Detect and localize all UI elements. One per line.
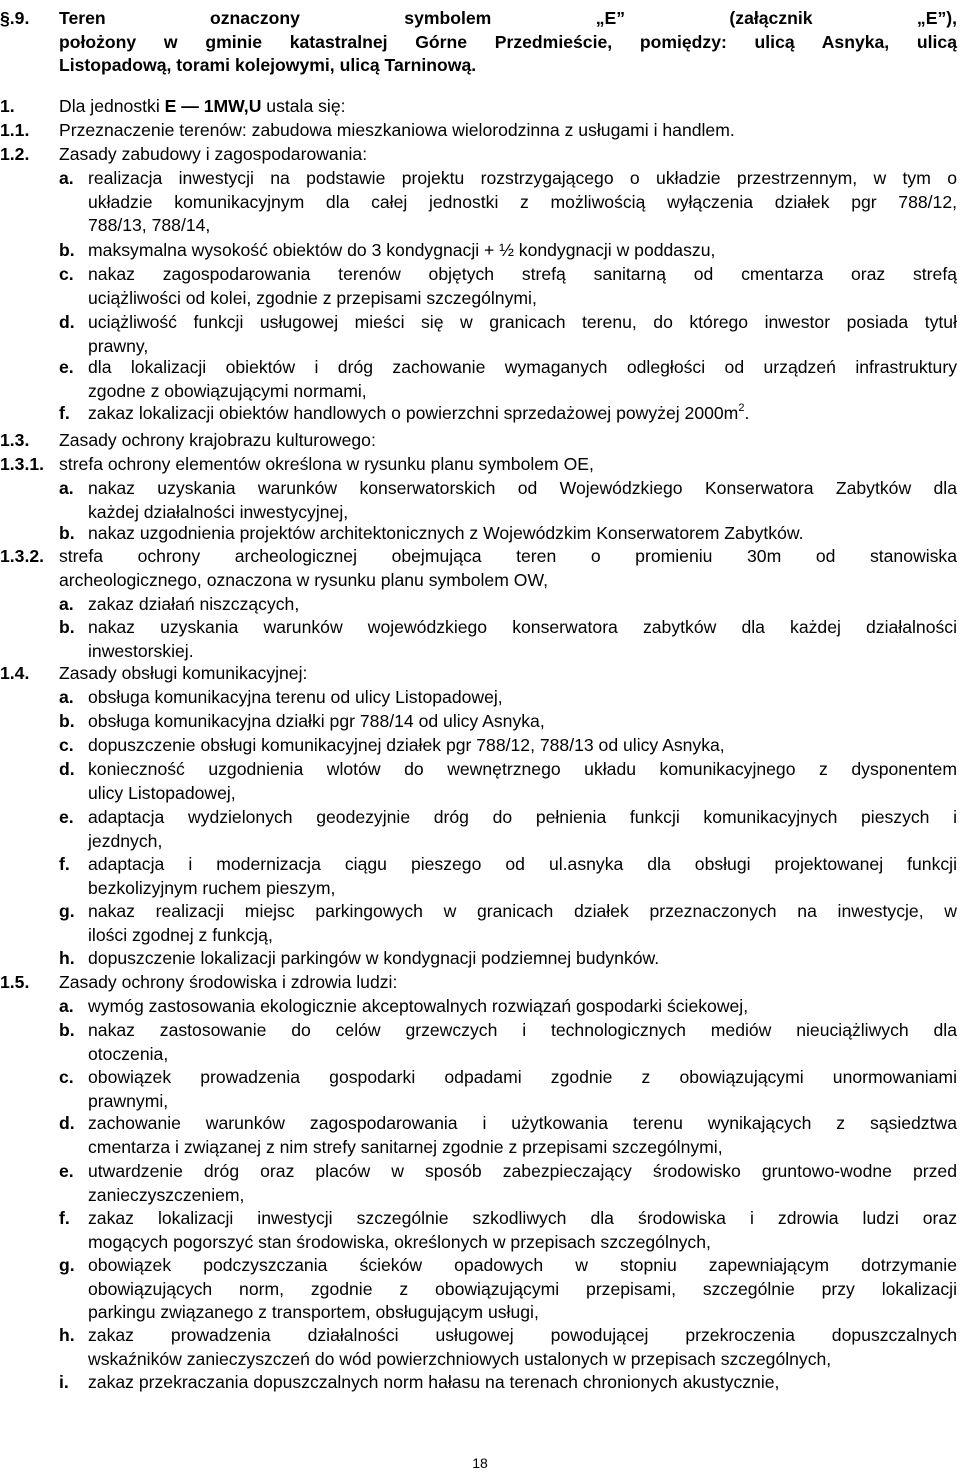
text-line: 788/13, 788/14,	[88, 215, 211, 236]
text-line: mogących pogorszyć stan środowiska, określonych w przepisach szczególnych,	[88, 1231, 711, 1252]
text-line: Zasady ochrony środowiska i zdrowia ludzi:	[59, 972, 398, 992]
item-number: h.	[59, 948, 75, 968]
text-line: położony w gminie katastralnej Górne Przedmieście, pomiędzy: ulicą Asnyka, ulicą	[59, 31, 957, 52]
text-line: adaptacja wydzielonych geodezyjnie dróg do pełnienia funkcji komunikacyjnych pieszych i	[88, 807, 957, 827]
text-line: jezdnych,	[88, 830, 163, 851]
item-number: a.	[59, 594, 74, 614]
text-line: cmentarza i związanej z nim strefy sanitarnej zgodnie z przepisami szczególnymi,	[88, 1136, 723, 1157]
text-line: Teren oznaczony symbolem „E” (załącznik „E”),	[59, 8, 957, 28]
text-line: Zasady ochrony krajobrazu kulturowego:	[59, 430, 376, 450]
text-line: bezkolizyjnym ruchem pieszym,	[88, 877, 336, 898]
text-line: zakaz działań niszczących,	[88, 594, 300, 614]
text-line: obsługa komunikacyjna terenu od ulicy Listopadowej,	[88, 687, 503, 707]
item-number: h.	[59, 1325, 75, 1345]
item-number: a.	[59, 168, 74, 188]
text-run: E — 1MW,U	[164, 96, 262, 116]
text-line: dla lokalizacji obiektów i dróg zachowanie wymaganych odległości od urządzeń infrastruktury	[88, 357, 957, 377]
text-line: nakaz uzyskania warunków wojewódzkiego konserwatora zabytków dla każdej działalności	[88, 617, 957, 637]
text-line: obsługa komunikacyjna działki pgr 788/14 od ulicy Asnyka,	[88, 711, 545, 731]
text-line: wskaźników zanieczyszczeń do wód powierzchniowych ustalonych w przepisach szczególnych,	[88, 1348, 832, 1369]
text-line: maksymalna wysokość obiektów do 3 kondygnacji + ½ kondygnacji w poddaszu,	[88, 240, 716, 260]
item-number: 1.3.	[0, 430, 30, 450]
item-number: 1.2.	[0, 144, 30, 164]
text-line: realizacja inwestycji na podstawie projektu rozstrzygającego o układzie przestrzennym, w tym o	[88, 168, 957, 188]
text-line: Przeznaczenie terenów: zabudowa mieszkaniowa wielorodzinna z usługami i handlem.	[59, 120, 735, 140]
text-line: zakaz przekraczania dopuszczalnych norm hałasu na terenach chronionych akustycznie,	[88, 1372, 780, 1392]
text-line: obowiązujących norm, zgodnie z obowiązującymi przepisami, szczególnie przy lokalizacji	[88, 1278, 957, 1299]
text-line: zgodne z obowiązującymi normami,	[88, 380, 367, 401]
item-number: a.	[59, 687, 74, 707]
item-number: d.	[59, 1113, 75, 1133]
text-line: Listopadową, torami kolejowymi, ulicą Tarninową.	[59, 55, 477, 76]
text-line: strefa ochrony archeologicznej obejmująca teren o promieniu 30m od stanowiska	[59, 546, 957, 566]
text-line	[88, 401, 749, 425]
text-line: adaptacja i modernizacja ciągu pieszego od ul.asnyka dla obsługi projektowanej funkcji	[88, 854, 957, 874]
item-number: i.	[59, 1372, 69, 1392]
text-line: obowiązek prowadzenia gospodarki odpadami zgodnie z obowiązującymi unormowaniami	[88, 1067, 957, 1087]
text-line: nakaz realizacji miejsc parkingowych w granicach działek przeznaczonych na inwestycje, w	[88, 901, 957, 921]
item-number: 1.1.	[0, 120, 30, 140]
text-line: prawnymi,	[88, 1090, 169, 1111]
text-run: Dla jednostki	[59, 96, 165, 116]
text-line: nakaz zastosowanie do celów grzewczych i technologicznych mediów nieuciążliwych dla	[88, 1020, 957, 1040]
item-number: e.	[59, 357, 74, 377]
text-line: dopuszczenie obsługi komunikacyjnej działek pgr 788/12, 788/13 od ulicy Asnyka,	[88, 735, 725, 755]
text-line: Zasady zabudowy i zagospodarowania:	[59, 144, 368, 164]
text-line: strefa ochrony elementów określona w rysunku planu symbolem OE,	[59, 454, 594, 474]
superscript: 2	[738, 402, 745, 414]
item-number: d.	[59, 312, 75, 332]
text-line: ulicy Listopadowej,	[88, 782, 236, 803]
item-number: b.	[59, 711, 75, 731]
item-number: c.	[59, 264, 74, 284]
item-number: b.	[59, 1020, 75, 1040]
text-line: wymóg zastosowania ekologicznie akceptowalnych rozwiązań gospodarki ściekowej,	[88, 996, 749, 1016]
item-number: e.	[59, 807, 74, 827]
text-line	[59, 94, 346, 118]
item-number: c.	[59, 735, 74, 755]
text-line: zanieczyszczeniem,	[88, 1184, 245, 1205]
text-line: zachowanie warunków zagospodarowania i użytkowania terenu wynikających z sąsiedztwa	[88, 1113, 957, 1133]
text-line: uciążliwość funkcji usługowej mieści się w granicach terenu, do którego inwestor posiada tytuł	[88, 312, 957, 332]
item-number: g.	[59, 1255, 75, 1275]
item-number: a.	[59, 996, 74, 1016]
text-line: konieczność uzgodnienia wlotów do wewnętrznego układu komunikacyjnego z dysponentem	[88, 759, 957, 779]
text-line: parkingu związanego z transportem, obsługującym usługi,	[88, 1302, 539, 1323]
item-number: 1.	[0, 96, 15, 116]
text-run: zakaz lokalizacji obiektów handlowych o powierzchni sprzedażowej powyżej 2000m	[88, 403, 739, 423]
item-number: 1.5.	[0, 972, 30, 992]
text-line: utwardzenie dróg oraz placów w sposób zabezpieczający środowisko gruntowo-wodne przed	[88, 1161, 957, 1181]
item-number: f.	[59, 854, 70, 874]
text-line: inwestorskiej.	[88, 640, 194, 661]
item-number: §.9.	[0, 8, 30, 28]
text-line: obowiązek podczyszczania ścieków opadowych w stopniu zapewniającym dotrzymanie	[88, 1255, 957, 1275]
text-line: nakaz uzgodnienia projektów architektonicznych z Wojewódzkim Konserwatorem Zabytków.	[88, 523, 804, 543]
text-line: nakaz zagospodarowania terenów objętych strefą sanitarną od cmentarza oraz strefą	[88, 264, 957, 284]
item-number: 1.4.	[0, 663, 30, 683]
item-number: e.	[59, 1161, 74, 1181]
text-line: zakaz prowadzenia działalności usługowej powodującej przekroczenia dopuszczalnych	[88, 1325, 957, 1345]
item-number: 1.3.1.	[0, 454, 45, 474]
item-number: b.	[59, 240, 75, 260]
text-line: układzie komunikacyjnym dla całej jednostki z możliwością wyłączenia działek pgr 788/12,	[88, 191, 957, 212]
text-line: uciążliwości od kolei, zgodnie z przepisami szczególnymi,	[88, 287, 537, 308]
text-line: ilości zgodnej z funkcją,	[88, 924, 273, 945]
item-number: 1.3.2.	[0, 546, 45, 566]
text-line: prawny,	[88, 335, 149, 356]
text-run: ustala się:	[261, 96, 346, 116]
text-line: dopuszczenie lokalizacji parkingów w kondygnacji podziemnej budynków.	[88, 948, 660, 968]
item-number: g.	[59, 901, 75, 921]
text-line: zakaz lokalizacji inwestycji szczególnie szkodliwych dla środowiska i zdrowia ludzi oraz	[88, 1208, 957, 1228]
text-line: Zasady obsługi komunikacyjnej:	[59, 663, 308, 683]
item-number: b.	[59, 617, 75, 637]
text-line: każdej działalności inwestycyjnej,	[88, 501, 349, 522]
item-number: d.	[59, 759, 75, 779]
page-number: 18	[472, 1455, 488, 1471]
text-line: nakaz uzyskania warunków konserwatorskich od Wojewódzkiego Konserwatora Zabytków dla	[88, 478, 957, 498]
item-number: a.	[59, 478, 74, 498]
text-run: .	[744, 403, 750, 423]
item-number: f.	[59, 1208, 70, 1228]
item-number: f.	[59, 403, 70, 423]
item-number: b.	[59, 523, 75, 543]
item-number: c.	[59, 1067, 74, 1087]
text-line: otoczenia,	[88, 1043, 169, 1064]
text-line: archeologicznego, oznaczona w rysunku planu symbolem OW,	[59, 569, 548, 590]
